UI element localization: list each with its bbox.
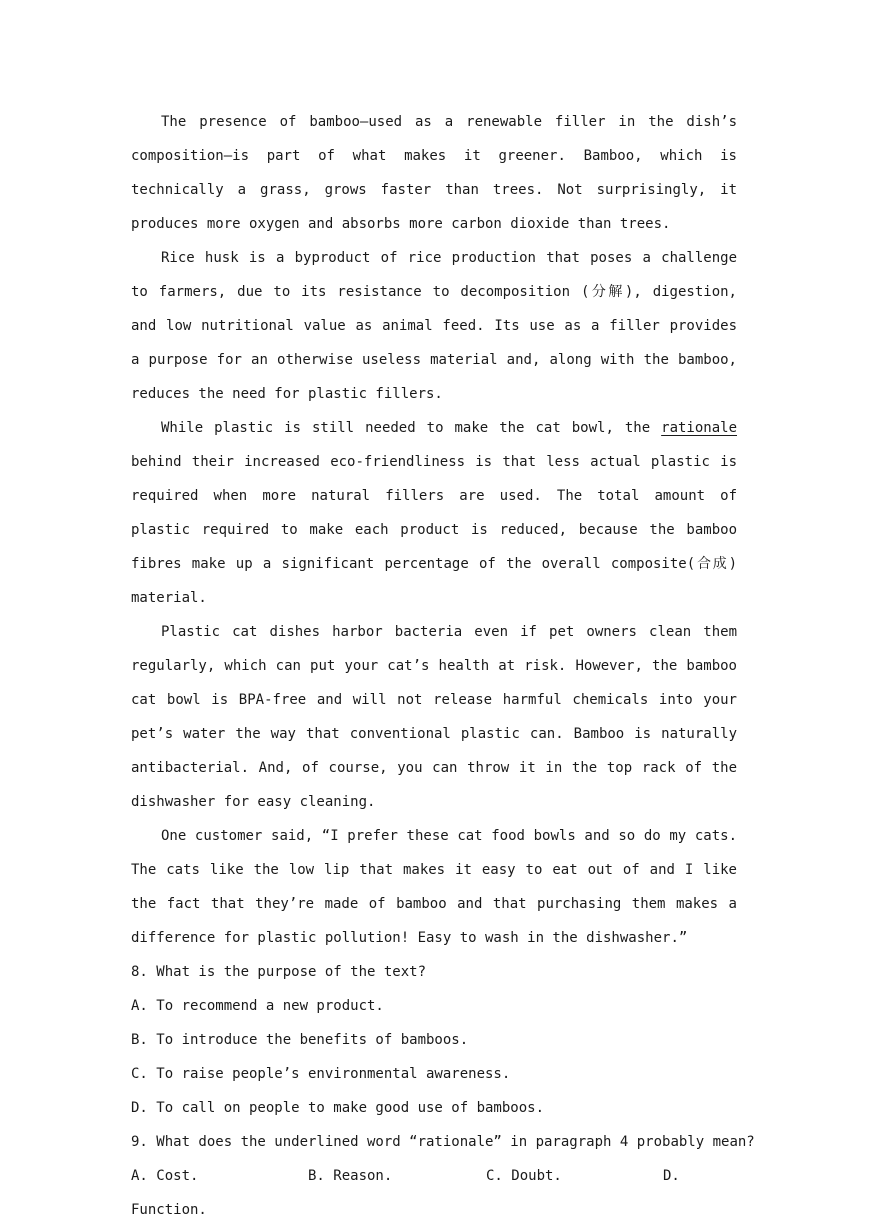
question-8-option-a: A. To recommend a new product. [131, 998, 384, 1014]
document-page [131, 105, 755, 1227]
question-9-option-b: B. Reason. [308, 1168, 393, 1184]
paragraph-antibacterial: Plastic cat dishes harbor bacteria even if pet owners clean them regularly, which can put your cat’s health at risk. However, the bamboo cat bowl is BPA-free and will not release harmful chemicals into your pet’s water the way that conventional plastic can. Bamboo is naturally antibacterial. And, of course, you can throw it in the top rack of the dishwasher for easy cleaning. [131, 624, 737, 810]
paragraph-rationale-end: behind their increased eco-friendliness is that less actual plastic is required when more natural fillers are used. The total amount of plastic required to make each product is reduced, because the bamboo fibres make up a significant percentage of the overall composite(合成) material. [131, 454, 737, 606]
paragraph-customer-quote: One customer said, “I prefer these cat food bowls and so do my cats. The cats like the low lip that makes it easy to eat out of and I like the fact that they’re made of bamboo and that purchasing them makes a difference for plastic pollution! Easy to wash in the dishwasher.” [131, 828, 737, 946]
question-8-option-c: C. To raise people’s environmental awareness. [131, 1066, 511, 1082]
question-8-option-d: D. To call on people to make good use of bamboos. [131, 1100, 545, 1116]
question-9-option-d-marker: D. [663, 1168, 680, 1184]
question-9-option-d-text: Function. [131, 1202, 207, 1218]
question-9: 9. What does the underlined word “rationale” in paragraph 4 probably mean? [131, 1134, 755, 1150]
paragraph-rice-husk: Rice husk is a byproduct of rice production that poses a challenge to farmers, due to its resistance to decomposition (分解), digestion, and low nutritional value as animal feed. Its use as a filler provides a purpose for an otherwise useless material and, along with the bamboo, reduces the need for plastic fillers. [131, 250, 737, 402]
question-8: 8. What is the purpose of the text? [131, 964, 427, 980]
question-9-options [131, 1159, 737, 1193]
question-9-option-c: C. Doubt. [486, 1168, 562, 1184]
paragraph-bamboo-filler: The presence of bamboo—used as a renewable filler in the dish’s composition—is part of what makes it greener. Bamboo, which is technically a grass, grows faster than trees. Not surprisingly, it produces more oxygen and absorbs more carbon dioxide than trees. [131, 114, 737, 232]
paragraph-rationale [131, 411, 737, 615]
underlined-word-rationale: rationale [661, 420, 737, 436]
question-9-option-a: A. Cost. [131, 1168, 199, 1184]
paragraph-rationale-start: While plastic is still needed to make the cat bowl, the [161, 420, 662, 436]
question-8-option-b: B. To introduce the benefits of bamboos. [131, 1032, 469, 1048]
